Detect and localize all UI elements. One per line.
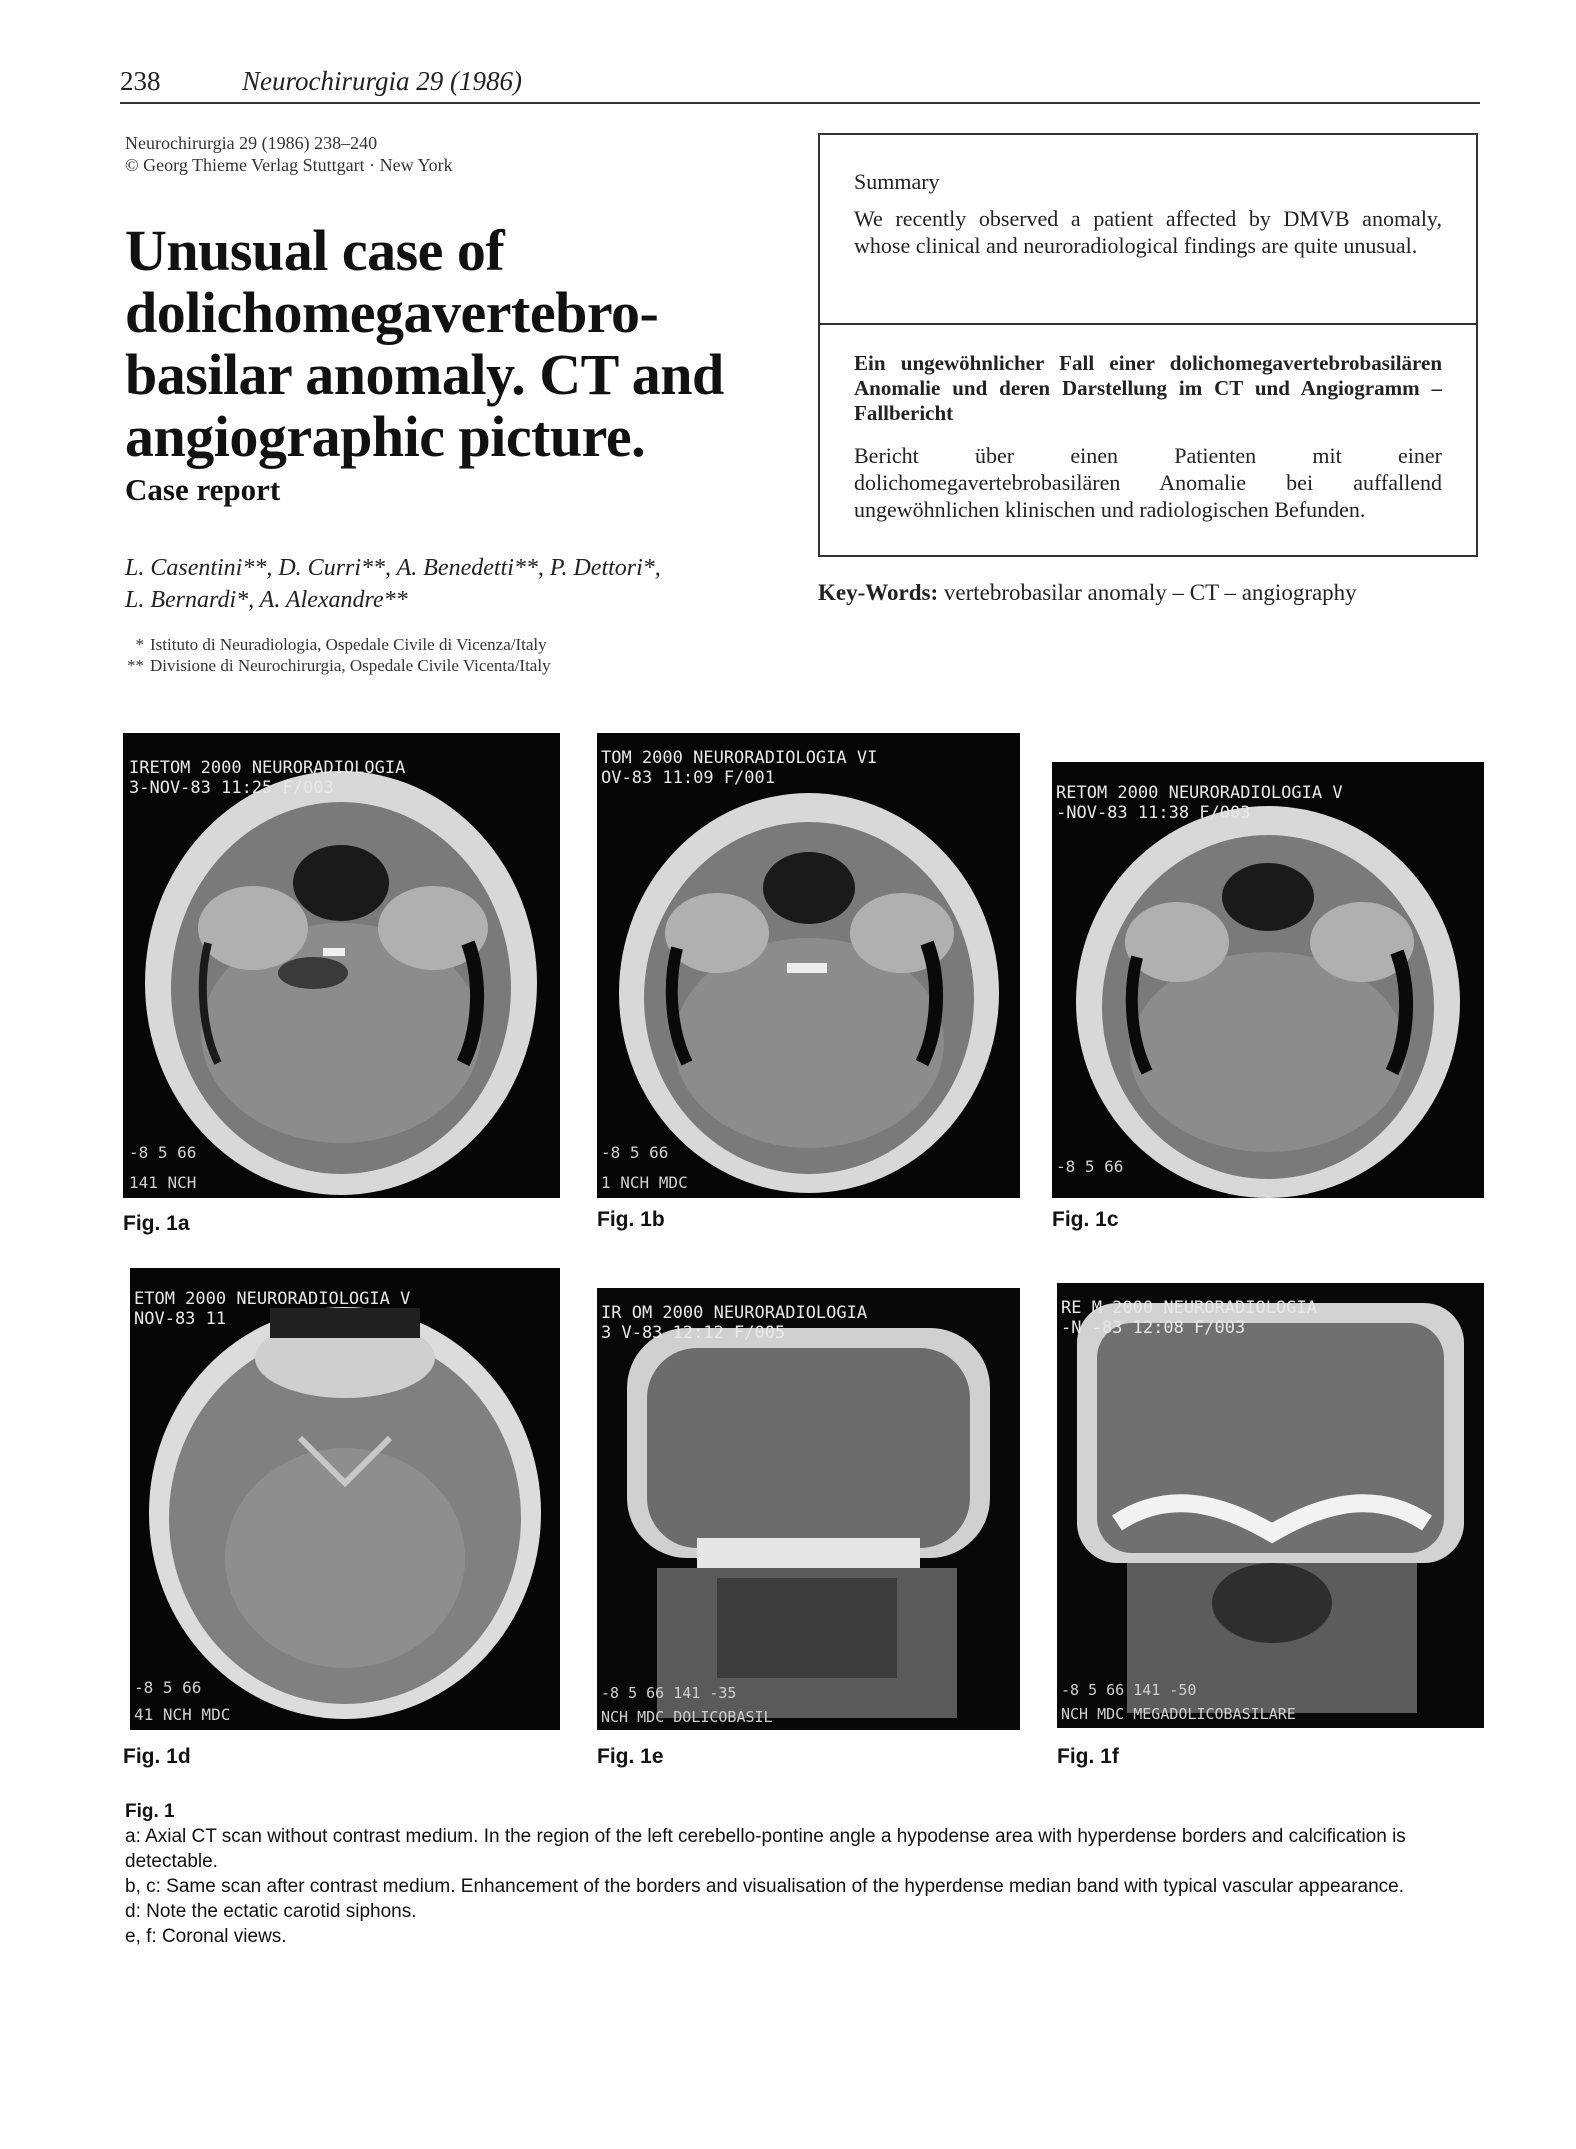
scan-overlay-text: NCH MDC DOLICOBASIL (601, 1708, 773, 1726)
scan-overlay-text: OV-83 11:09 F/001 (601, 768, 775, 788)
caption-item: a: Axial CT scan without contrast medium. In the region of the left cerebello-pontine angle a hypodense area with hyperdense borders and calcification is detectable. (125, 1826, 1406, 1872)
ct-scan-coronal-image (1057, 1283, 1484, 1728)
affiliation-mark: * (135, 635, 144, 654)
affiliations (118, 634, 551, 676)
affiliation (118, 655, 551, 676)
scan-overlay-text: 3-NOV-83 11:25 F/003 (129, 778, 334, 798)
affiliation-text: Divisione di Neurochirurgia, Ospedale Civile Vicenta/Italy (150, 656, 551, 675)
summary-heading: Summary (854, 169, 940, 194)
scan-overlay-text: TOM 2000 NEURORADIOLOGIA VI (601, 748, 878, 768)
scan-overlay-text: -N -83 12:08 F/003 (1061, 1318, 1246, 1338)
caption-title: Fig. 1 (125, 1801, 175, 1822)
citation-line: Neurochirurgia 29 (1986) 238–240 (125, 133, 378, 153)
scan-overlay-text: -8 5 66 141 -50 (1061, 1681, 1197, 1699)
scan-overlay-text: ETOM 2000 NEURORADIOLOGIA V (134, 1289, 411, 1309)
figure-1c-label: Fig. 1c (1052, 1208, 1119, 1231)
german-title: Ein ungewöhnlicher Fall einer dolichomegavertebrobasilären Anomalie und deren Darstellung im CT und Angiogramm – Fallbericht (854, 351, 1442, 425)
scan-overlay-text: 1 NCH MDC (601, 1173, 688, 1192)
scan-overlay-text: 3 V-83 12:12 F/005 (601, 1323, 786, 1343)
page-number: 238 (120, 66, 161, 96)
figure-1c (1052, 762, 1484, 1198)
figure-1f (1057, 1283, 1484, 1728)
running-head (120, 62, 1480, 104)
scan-overlay-text: NOV-83 11 (134, 1309, 227, 1329)
scan-overlay-text: NCH MDC MEGADOLICOBASILARE (1061, 1705, 1296, 1723)
german-summary-section (820, 325, 1476, 523)
scan-overlay-text: IR OM 2000 NEURORADIOLOGIA (601, 1303, 868, 1323)
citation (125, 132, 453, 176)
journal-name: Neurochirurgia 29 (1986) (242, 66, 522, 96)
caption-item: e, f: Coronal views. (125, 1926, 287, 1947)
ct-scan-axial-image (130, 1268, 560, 1730)
scan-overlay-text: -8 5 66 (134, 1678, 202, 1697)
scan-overlay-text: -8 5 66 (1056, 1157, 1124, 1176)
figure-1d (130, 1268, 560, 1730)
figure-1e (597, 1288, 1020, 1730)
author-line: L. Casentini**, D. Curri**, A. Benedetti**, P. Dettori*, (125, 555, 661, 581)
scan-overlay-text: 41 NCH MDC (134, 1705, 231, 1724)
german-text: Bericht über einen Patienten mit einer dolichomegavertebrobasilären Anomalie bei auffallend ungewöhnlichen klinischen und radiologischen Befunden. (854, 443, 1442, 522)
copyright-line: © Georg Thieme Verlag Stuttgart · New York (125, 155, 453, 175)
figure-1a-label: Fig. 1a (123, 1212, 190, 1235)
keywords-label: Key-Words: (818, 580, 939, 605)
ct-scan-axial-contrast-image (1052, 762, 1484, 1198)
keywords-text: vertebrobasilar anomaly – CT – angiography (943, 580, 1357, 605)
figure-1b-label: Fig. 1b (597, 1208, 665, 1231)
figure-1d-label: Fig. 1d (123, 1745, 191, 1768)
author-list (125, 552, 661, 616)
scan-overlay-text: -8 5 66 141 -35 (601, 1684, 737, 1702)
caption-item: b, c: Same scan after contrast medium. Enhancement of the borders and visualisation of the hyperdense median band with typical vascular appearance. (125, 1876, 1405, 1897)
summary-text: We recently observed a patient affected by DMVB anomaly, whose clinical and neuroradiological findings are quite unusual. (854, 206, 1442, 258)
article-title: Unusual case of dolichomegavertebro-basilar anomaly. CT and angiographic picture. (125, 218, 724, 469)
figure-1e-label: Fig. 1e (597, 1745, 664, 1768)
summary-section (820, 135, 1476, 325)
figure-1b (597, 733, 1020, 1198)
figure-1f-label: Fig. 1f (1057, 1745, 1119, 1768)
scan-overlay-text: IRETOM 2000 NEURORADIOLOGIA (129, 758, 406, 778)
scan-overlay-text: -NOV-83 11:38 F/003 (1056, 803, 1251, 823)
caption-item: d: Note the ectatic carotid siphons. (125, 1901, 417, 1922)
affiliation-mark: ** (127, 656, 144, 675)
figure-caption (125, 1799, 1435, 1949)
scan-overlay-text: RETOM 2000 NEURORADIOLOGIA V (1056, 783, 1343, 803)
scan-overlay-text: -8 5 66 (129, 1143, 197, 1162)
article-subtitle: Case report (125, 472, 281, 507)
affiliation (118, 634, 551, 655)
scan-overlay-text: -8 5 66 (601, 1143, 669, 1162)
scan-overlay-text: 141 NCH (129, 1173, 197, 1192)
ct-scan-axial-contrast-image (597, 733, 1020, 1198)
scan-overlay-text: RE M 2000 NEURORADIOLOGIA (1061, 1298, 1317, 1318)
ct-scan-coronal-image (597, 1288, 1020, 1730)
author-line: L. Bernardi*, A. Alexandre** (125, 587, 408, 613)
affiliation-text: Istituto di Neuradiologia, Ospedale Civile di Vicenza/Italy (150, 635, 547, 654)
keywords (818, 580, 1357, 606)
figure-1a (123, 733, 560, 1198)
summary-box (818, 133, 1478, 557)
ct-scan-axial-image (123, 733, 560, 1198)
